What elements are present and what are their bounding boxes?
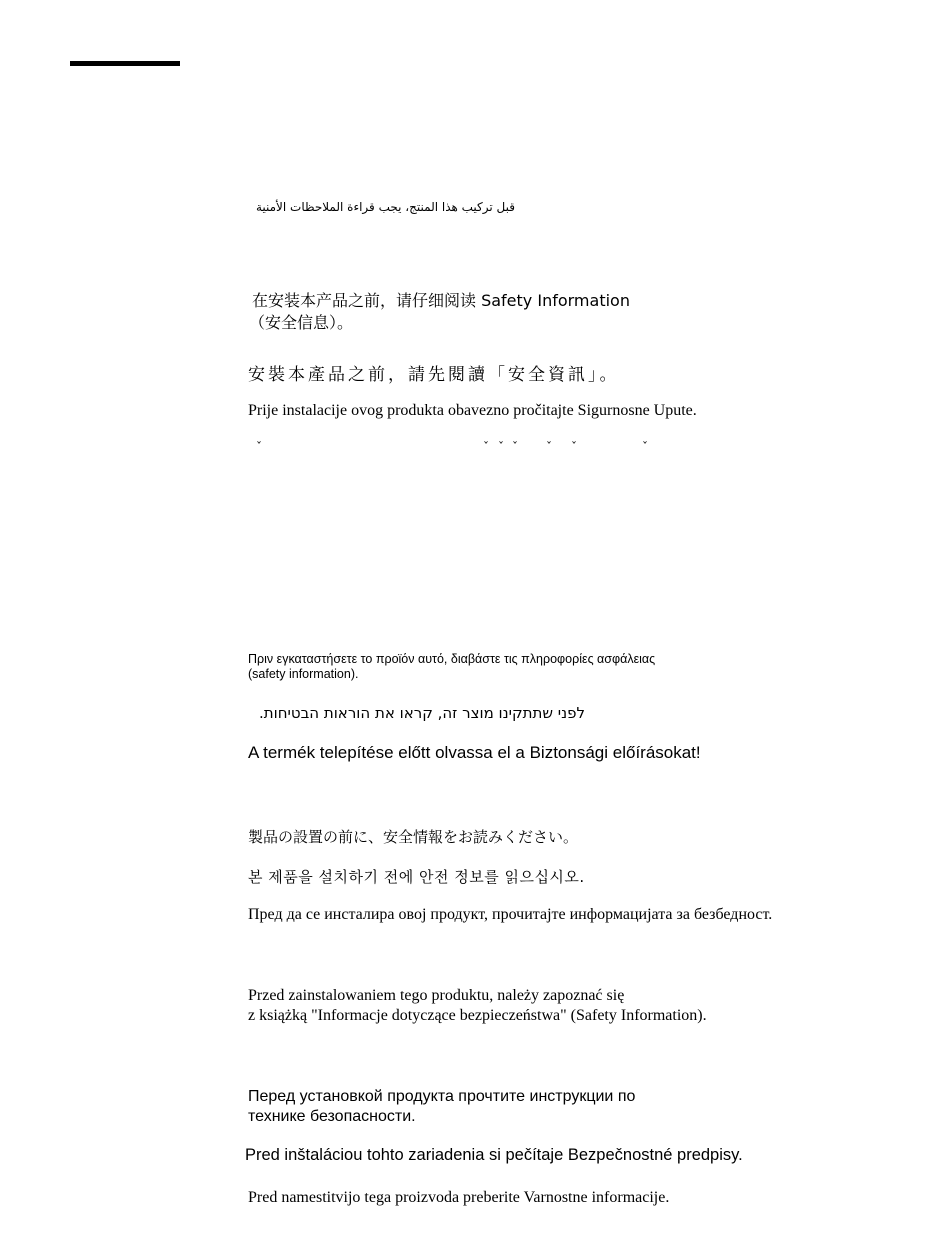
caron-mark: ˇ (571, 440, 577, 454)
caron-mark: ˇ (256, 440, 262, 454)
notice-greek-line1: Πριν εγκαταστήσετε το προϊόν αυτό, διαβάστε τις πληροφορίες ασφάλειας (248, 652, 656, 666)
notice-slovenian: Pred namestitvijo tega proizvoda preberite Varnostne informacije. (248, 1189, 670, 1206)
caron-mark: ˇ (546, 440, 552, 454)
notice-czech-marks (0, 440, 950, 454)
caron-mark: ˇ (512, 440, 518, 454)
notice-chinese-traditional: 安裝本產品之前，請先閱讀「安全資訊」。 (248, 365, 620, 385)
notice-russian-line1: Перед установкой продукта прочтите инструкции по (248, 1088, 636, 1105)
caron-mark: ˇ (642, 440, 648, 454)
caron-mark: ˇ (498, 440, 504, 454)
notice-polish-line1: Przed zainstalowaniem tego produktu, należy zapoznać się (248, 987, 625, 1004)
notice-polish-line2: z książką "Informacje dotyczące bezpieczeństwa" (Safety Information). (248, 1007, 707, 1024)
notice-chinese-simplified-line1: 在安装本产品之前，请仔细阅读 Safety Information (252, 291, 630, 310)
notice-chinese-simplified-line2: （安全信息）。 (249, 313, 354, 332)
caron-mark: ˇ (483, 440, 489, 454)
notice-arabic: قبل تركيب هذا المنتج، يجب قراءة الملاحظات الأمنية (255, 200, 515, 214)
notice-greek-line2: (safety information). (248, 667, 359, 681)
notice-hungarian: A termék telepítése előtt olvassa el a Biztonsági előírásokat! (248, 743, 701, 762)
header-rule (70, 61, 180, 66)
notice-macedonian: Пред да се инсталира овој продукт, прочитајте информацијата за безбедност. (248, 906, 773, 923)
notice-hebrew: לפני שתתקינו מוצר זה, קראו את הוראות הבטיחות. (259, 704, 585, 722)
notice-japanese: 製品の設置の前に、安全情報をお読みください。 (248, 828, 579, 846)
notice-korean: 본 제품을 설치하기 전에 안전 정보를 읽으십시오. (248, 868, 585, 886)
notice-slovak: Pred inštaláciou tohto zariadenia si pečítaje Bezpečnostné predpisy. (245, 1146, 743, 1164)
notice-russian-line2: технике безопасности. (248, 1108, 416, 1125)
notice-croatian: Prije instalacije ovog produkta obavezno pročitajte Sigurnosne Upute. (248, 402, 697, 419)
